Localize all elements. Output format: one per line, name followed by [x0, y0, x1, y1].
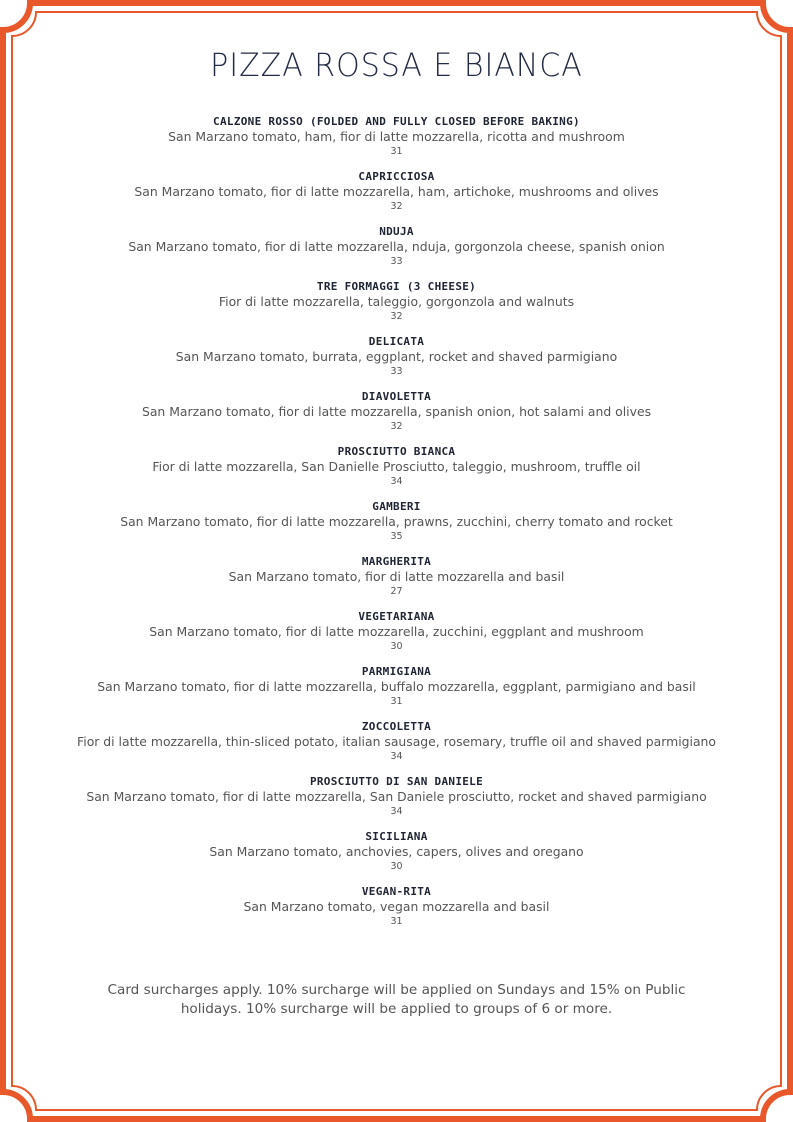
- menu-item-price: 33: [390, 256, 403, 267]
- menu-item: [40, 499, 753, 544]
- menu-item-price: 31: [390, 146, 403, 157]
- menu-list: [40, 114, 753, 939]
- menu-item-name: PROSCIUTTO BIANCA: [337, 445, 456, 458]
- menu-item-price: 34: [390, 476, 403, 487]
- menu-item-description: Fior di latte mozzarella, thin-sliced potato, italian sausage, rosemary, truffle oil and shaved parmigiano: [77, 734, 716, 749]
- menu-item: [40, 829, 753, 874]
- menu-item: [40, 554, 753, 599]
- surcharge-note-line-1: Card surcharges apply. 10% surcharge will be applied on Sundays and 15% on Public: [107, 982, 686, 998]
- menu-item-description: San Marzano tomato, fior di latte mozzarella, spanish onion, hot salami and olives: [141, 404, 652, 419]
- menu-item: [40, 114, 753, 159]
- menu-item-description: Fior di latte mozzarella, San Danielle Prosciutto, taleggio, mushroom, truffle oil: [152, 459, 641, 474]
- menu-item-description: San Marzano tomato, burrata, eggplant, rocket and shaved parmigiano: [175, 349, 618, 364]
- menu-item-price: 31: [390, 696, 403, 707]
- menu-item-name: NDUJA: [379, 225, 414, 238]
- menu-item-description: San Marzano tomato, ham, fior di latte mozzarella, ricotta and mushroom: [168, 129, 625, 144]
- menu-item-name: VEGAN-RITA: [361, 885, 432, 898]
- surcharge-note-line-2: holidays. 10% surcharge will be applied to groups of 6 or more.: [180, 1001, 613, 1017]
- menu-item: [40, 224, 753, 269]
- menu-item-price: 32: [390, 201, 403, 212]
- menu-item-description: San Marzano tomato, fior di latte mozzarella, San Daniele prosciutto, rocket and shaved parmigiano: [86, 789, 707, 804]
- menu-item-description: San Marzano tomato, fior di latte mozzarella, prawns, zucchini, cherry tomato and rocket: [120, 514, 673, 529]
- menu-item-name: MARGHERITA: [361, 555, 432, 568]
- menu-item-price: 27: [390, 586, 403, 597]
- menu-item-price: 35: [390, 531, 403, 542]
- menu-item: [40, 444, 753, 489]
- menu-item-name: TRE FORMAGGI (3 CHEESE): [316, 280, 477, 293]
- menu-item: [40, 389, 753, 434]
- menu-item-price: 31: [390, 916, 403, 927]
- menu-item-description: San Marzano tomato, fior di latte mozzarella, nduja, gorgonzola cheese, spanish onion: [128, 239, 665, 254]
- menu-item-description: Fior di latte mozzarella, taleggio, gorgonzola and walnuts: [218, 294, 575, 309]
- surcharge-note: [40, 981, 753, 1019]
- menu-item-name: VEGETARIANA: [358, 610, 435, 623]
- menu-item-name: CAPRICCIOSA: [358, 170, 435, 183]
- menu-item: [40, 279, 753, 324]
- menu-item: [40, 774, 753, 819]
- menu-item-price: 34: [390, 806, 403, 817]
- menu-item-name: GAMBERI: [372, 500, 421, 513]
- menu-item: [40, 884, 753, 929]
- menu-item-description: San Marzano tomato, fior di latte mozzarella, buffalo mozzarella, eggplant, parmigiano and basil: [97, 679, 696, 694]
- menu-item-price: 30: [390, 861, 403, 872]
- menu-item-description: San Marzano tomato, fior di latte mozzarella, ham, artichoke, mushrooms and olives: [134, 184, 659, 199]
- menu-item: [40, 609, 753, 654]
- menu-item-price: 33: [390, 366, 403, 377]
- menu-title: PIZZA ROSSA E BIANCA: [210, 46, 583, 85]
- menu-item-name: CALZONE ROSSO (FOLDED AND FULLY CLOSED BEFORE BAKING): [213, 115, 580, 128]
- menu-item-name: PROSCIUTTO DI SAN DANIELE: [309, 775, 484, 788]
- menu-item-name: PARMIGIANA: [361, 665, 432, 678]
- menu-item-price: 30: [390, 641, 403, 652]
- menu-item-name: ZOCCOLETTA: [361, 720, 432, 733]
- menu-item-description: San Marzano tomato, fior di latte mozzarella, zucchini, eggplant and mushroom: [149, 624, 644, 639]
- menu-item-name: SICILIANA: [365, 830, 428, 843]
- menu-item-name: DELICATA: [368, 335, 425, 348]
- menu-item: [40, 719, 753, 764]
- menu-item-description: San Marzano tomato, anchovies, capers, olives and oregano: [209, 844, 584, 859]
- menu-item-price: 32: [390, 421, 403, 432]
- menu-item-description: San Marzano tomato, fior di latte mozzarella and basil: [228, 569, 565, 584]
- menu-item-name: DIAVOLETTA: [361, 390, 432, 403]
- menu-item: [40, 664, 753, 709]
- menu-item: [40, 334, 753, 379]
- menu-item-price: 34: [390, 751, 403, 762]
- menu-item: [40, 169, 753, 214]
- menu-item-price: 32: [390, 311, 403, 322]
- menu-item-description: San Marzano tomato, vegan mozzarella and basil: [243, 899, 550, 914]
